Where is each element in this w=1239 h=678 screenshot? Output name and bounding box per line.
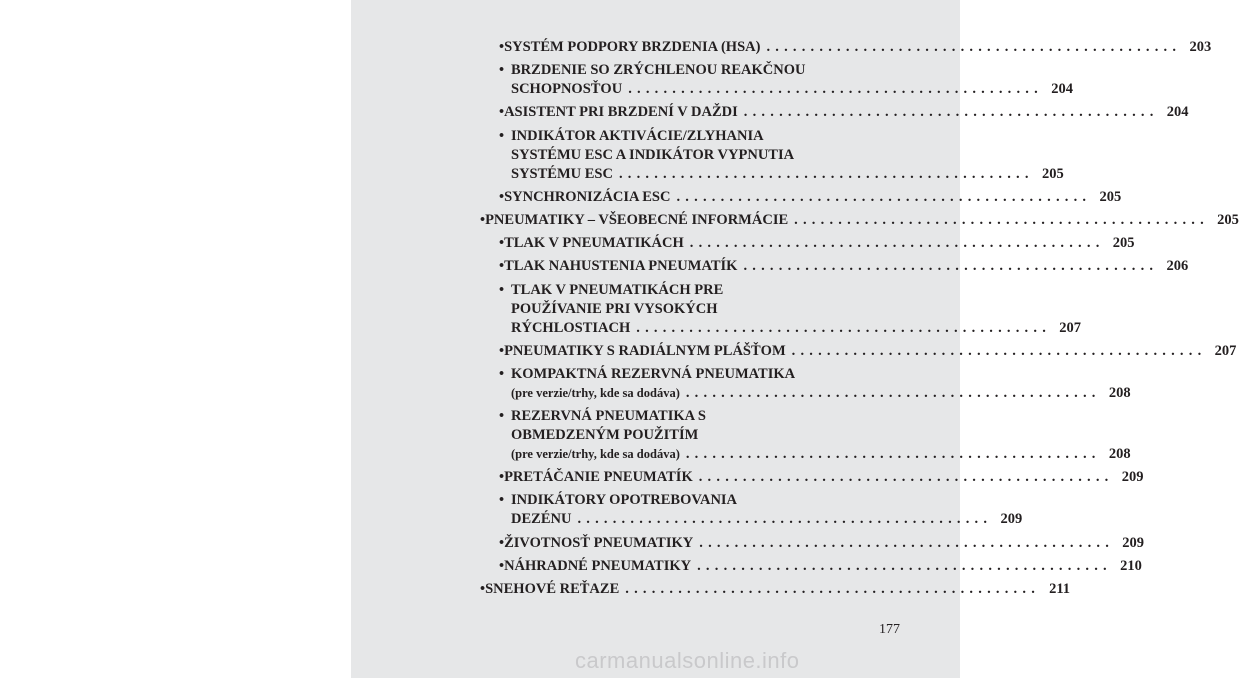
toc-entry[interactable] [480,468,1144,487]
toc-entry-title: TLAK NAHUSTENIA PNEUMATÍK [504,258,738,275]
toc-entry[interactable] [480,211,1239,230]
toc-entry[interactable] [480,38,1212,57]
toc-entry-leader-line [480,580,1071,599]
toc-entry-title: PNEUMATIKY – VŠEOBECNÉ INFORMÁCIE [485,211,789,228]
dot-leader: ............................................... [618,165,1034,182]
toc-entry-title: SNEHOVÉ REŤAZE [485,581,620,597]
bullet-icon: • [499,104,505,121]
bullet-icon: • [499,534,505,551]
bullet-icon: • [499,557,505,574]
toc-entry[interactable] [480,342,1237,361]
watermark: carmanualsonline.info [575,648,800,673]
toc-entry-leader-line [499,342,1237,361]
dot-leader: ............................................... [628,81,1043,98]
dot-leader: ............................................... [766,39,1182,55]
toc-page-number: 207 [1059,319,1082,336]
toc-page-number: 208 [1108,446,1131,463]
toc-entry-leader-line [480,211,1239,230]
toc-entry[interactable] [480,491,1023,529]
bullet-icon: • [499,408,505,425]
toc-entry-first-line [499,127,898,146]
dot-leader: ............................................... [577,511,993,528]
toc-entry-leader-line [499,384,1131,403]
toc-entry[interactable] [480,365,1131,403]
dot-leader: ............................................... [697,557,1112,574]
table-of-contents [480,38,1239,603]
toc-entry-note: (pre verzie/trhy, kde sa dodáva) [511,385,680,400]
toc-entry-title: TLAK V PNEUMATIKÁCH [504,235,684,252]
toc-entry-title-line: TLAK V PNEUMATIKÁCH PRE [511,281,724,298]
toc-entry-leader-line [499,165,1064,184]
toc-entry-leader-line [499,103,1189,122]
toc-page-number: 205 [1099,188,1122,205]
dot-leader: ............................................... [794,211,1209,228]
toc-page-number: 205 [1217,211,1239,228]
toc-entry-first-line [499,365,898,384]
bullet-icon: • [499,127,505,144]
toc-entry-leader-line [499,188,1122,207]
dot-leader: ............................................... [689,235,1105,252]
dot-leader: ............................................... [698,469,1114,486]
toc-entry-leader-line [499,257,1189,276]
toc-entry-note: (pre verzie/trhy, kde sa dodáva) [511,447,680,462]
toc-page-number: 211 [1049,581,1071,597]
toc-entry[interactable] [480,257,1189,276]
toc-entry-leader-line [499,38,1212,57]
toc-entry-title-line: OBMEDZENÝM POUŽITÍM [511,427,699,444]
dot-leader: ............................................... [676,188,1092,205]
toc-entry-first-line [499,407,898,426]
toc-entry-title-line: DEZÉNU [511,511,572,528]
toc-page-number: 207 [1214,342,1237,359]
bullet-icon: • [480,581,486,597]
toc-entry-title-line: RÝCHLOSTIACH [511,319,631,336]
toc-entry-title-line: BRZDENIE SO ZRÝCHLENOU REAKČNOU [511,62,806,79]
dot-leader: ............................................... [699,534,1115,551]
dot-leader: ............................................... [685,446,1101,463]
toc-page-number: 205 [1041,165,1064,182]
toc-entry-leader-line [499,445,1131,464]
bullet-icon: • [499,469,505,486]
toc-entry[interactable] [480,61,1073,99]
toc-entry[interactable] [480,281,1082,338]
toc-page-number: 208 [1108,384,1131,401]
toc-entry-title-line: KOMPAKTNÁ REZERVNÁ PNEUMATIKA [511,365,796,382]
toc-entry[interactable] [480,103,1189,122]
bullet-icon: • [499,342,505,359]
toc-page-number: 204 [1166,104,1189,121]
toc-page-number: 210 [1120,557,1142,574]
toc-page-number: 206 [1166,258,1189,275]
bullet-icon: • [499,365,505,382]
toc-entry-title: SYSTÉM PODPORY BRZDENIA (HSA) [504,39,761,55]
toc-entry[interactable] [480,534,1145,553]
toc-entry[interactable] [480,557,1142,576]
dot-leader: ............................................... [791,342,1207,359]
toc-page-number: 203 [1189,39,1212,55]
toc-entry-title-line: SCHOPNOSŤOU [511,81,623,98]
toc-entry-title: PRETÁČANIE PNEUMATÍK [504,469,693,486]
bullet-icon: • [499,492,505,509]
toc-entry-leader-line [499,510,1023,529]
toc-page-number: 204 [1051,81,1073,98]
toc-entry-first-line [499,281,898,300]
toc-entry-title: ŽIVOTNOSŤ PNEUMATIKY [504,534,694,551]
bullet-icon: • [499,258,505,275]
toc-entry-first-line [499,491,898,510]
toc-entry-leader-line [499,80,1073,99]
toc-entry[interactable] [480,188,1122,207]
bullet-icon: • [499,235,505,252]
toc-entry-title-line: INDIKÁTOR AKTIVÁCIE/ZLYHANIA [511,127,764,144]
toc-page-number: 209 [1121,469,1144,486]
toc-entry[interactable] [480,580,1071,599]
toc-entry-title: NÁHRADNÉ PNEUMATIKY [504,557,692,574]
toc-entry[interactable] [480,407,1131,464]
toc-entry-title-line: SYSTÉMU ESC A INDIKÁTOR VYPNUTIA [511,146,795,163]
toc-entry-first-line [499,61,898,80]
toc-entry-leader-line [499,319,1082,338]
toc-entry-leader-line [499,557,1142,576]
bullet-icon: • [499,39,505,55]
dot-leader: ............................................... [685,384,1101,401]
page-number: 177 [879,622,900,637]
toc-page-number: 209 [1000,511,1023,528]
toc-entry[interactable] [480,234,1135,253]
toc-entry-title-line: INDIKÁTORY OPOTREBOVANIA [511,492,738,509]
toc-entry-title-line: REZERVNÁ PNEUMATIKA S [511,408,706,425]
dot-leader: ............................................... [743,104,1159,121]
toc-entry[interactable] [480,127,1064,184]
bullet-icon: • [480,211,486,228]
toc-entry-leader-line [499,234,1135,253]
toc-entry-title: SYNCHRONIZÁCIA ESC [504,188,671,205]
toc-page-number: 209 [1122,534,1145,551]
dot-leader: ............................................... [743,258,1159,275]
left-blank-area [0,0,351,678]
toc-entry-leader-line [499,468,1144,487]
toc-entry-title: PNEUMATIKY S RADIÁLNYM PLÁŠŤOM [504,342,786,359]
toc-entry-title-line: SYSTÉMU ESC [511,165,613,182]
bullet-icon: • [499,62,505,79]
toc-entry-leader-line [499,534,1145,553]
bullet-icon: • [499,188,505,205]
bullet-icon: • [499,281,505,298]
dot-leader: ............................................... [625,581,1041,597]
dot-leader: ............................................... [636,319,1052,336]
toc-page-number: 205 [1112,235,1135,252]
toc-entry-title-line: POUŽÍVANIE PRI VYSOKÝCH [511,300,718,317]
toc-entry-title: ASISTENT PRI BRZDENÍ V DAŽDI [504,104,738,121]
